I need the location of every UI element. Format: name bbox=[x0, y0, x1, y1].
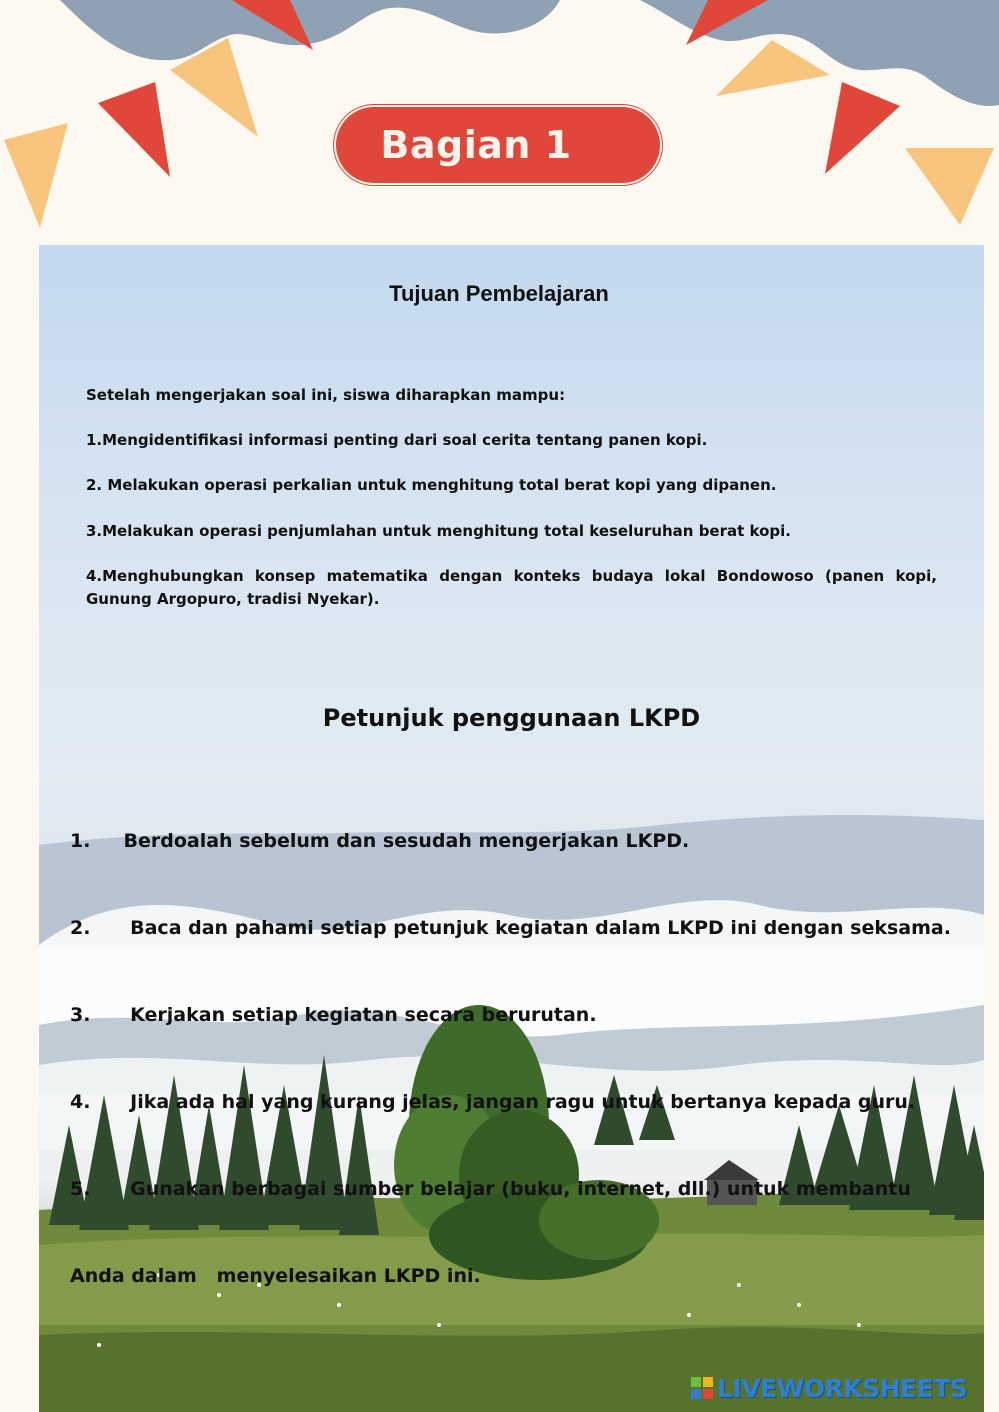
objective-item: 1.Mengidentifikasi informasi penting dari soal cerita tentang panen kopi. bbox=[86, 431, 708, 449]
guide-item: 3. Kerjakan setiap kegiatan secara berurutan. bbox=[70, 1004, 597, 1026]
objective-item: 4.Menghubungkan konsep matematika dengan konteks budaya lokal Bondowoso (panen kopi, Gunung Argopuro, tradisi Nyekar). bbox=[86, 567, 937, 608]
flag-left-1 bbox=[4, 123, 68, 228]
objectives-intro: Setelah mengerjakan soal ini, siswa diharapkan mampu: bbox=[86, 386, 566, 404]
guide-title: Petunjuk penggunaan LKPD bbox=[322, 704, 701, 732]
cloud-band-right bbox=[640, 0, 999, 106]
liveworksheets-logo-icon bbox=[691, 1377, 713, 1399]
flag-right-2 bbox=[716, 40, 830, 96]
section-label: Bagian 1 bbox=[380, 123, 572, 167]
flag-right-3 bbox=[825, 82, 900, 174]
guide-item: Anda dalam menyelesaikan LKPD ini. bbox=[70, 1265, 481, 1287]
liveworksheets-watermark bbox=[691, 1374, 967, 1402]
guide-list bbox=[70, 769, 975, 1349]
guide-item: 4. Jika ada hal yang kurang jelas, jangan ragu untuk bertanya kepada guru. bbox=[70, 1091, 916, 1113]
guide-item: 1. Berdoalah sebelum dan sesudah mengerjakan LKPD. bbox=[70, 830, 690, 852]
objective-item: 2. Melakukan operasi perkalian untuk menghitung total berat kopi yang dipanen. bbox=[86, 476, 777, 494]
cloud-band bbox=[60, 0, 560, 60]
guide-item: 5. Gunakan berbagai sumber belajar (buku, internet, dll.) untuk membantu bbox=[70, 1178, 911, 1200]
flag-left-2 bbox=[98, 82, 170, 177]
objective-item: 3.Melakukan operasi penjumlahan untuk menghitung total keseluruhan berat kopi. bbox=[86, 522, 791, 540]
content-panel bbox=[39, 245, 984, 1412]
flag-right-4 bbox=[905, 148, 994, 225]
objectives-title: Tujuan Pembelajaran bbox=[389, 281, 609, 306]
section-badge bbox=[336, 107, 660, 183]
guide-item: 2. Baca dan pahami setiap petunjuk kegiatan dalam LKPD ini dengan seksama. bbox=[70, 917, 951, 939]
watermark-text: LIVEWORKSHEETS bbox=[717, 1373, 968, 1403]
